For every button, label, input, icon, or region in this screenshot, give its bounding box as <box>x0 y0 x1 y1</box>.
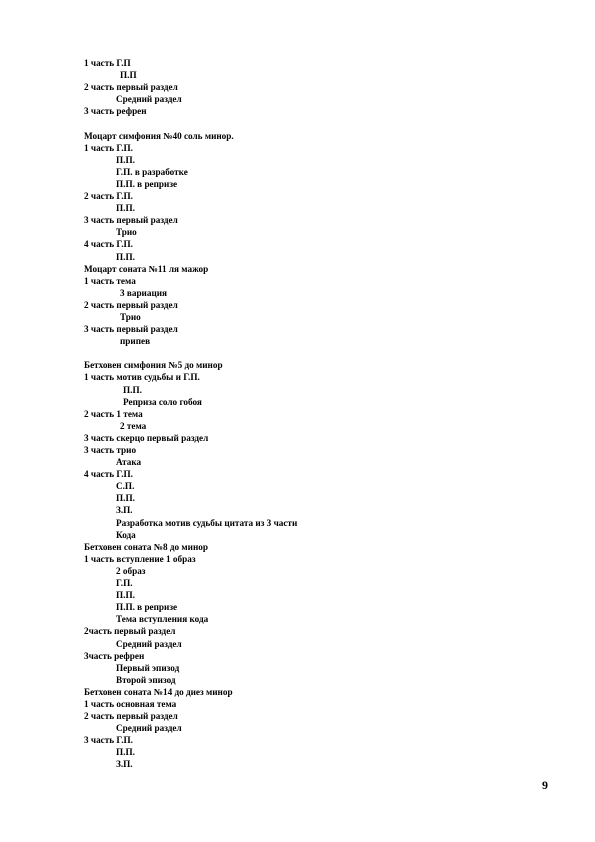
text-line: П.П. <box>123 384 142 395</box>
text-line: 1 часть Г.П. <box>84 142 133 153</box>
text-line: 3 часть первый раздел <box>84 215 178 226</box>
text-line: 3часть рефрен <box>84 650 145 661</box>
text-line: П.П. <box>116 251 135 262</box>
text-line: 1 часть мотив судьбы и Г.П. <box>84 372 200 383</box>
text-line: Трио <box>116 227 137 238</box>
text-line: 3 часть скерцо первый раздел <box>84 432 209 443</box>
text-line: 2 часть первый раздел <box>84 299 178 310</box>
text-line: Г.П. <box>116 578 133 589</box>
text-line: 2 часть первый раздел <box>84 82 178 93</box>
text-line: Кода <box>116 529 136 540</box>
text-line: 2 часть Г.П. <box>84 191 133 202</box>
text-line: 1 часть вступление 1 образ <box>84 553 196 564</box>
section-heading: Бетховен соната №8 до минор <box>84 541 208 552</box>
text-line: П.П. <box>116 154 135 165</box>
text-line: Средний раздел <box>116 638 182 649</box>
section-heading: Моцарт симфония №40 соль минор. <box>84 130 234 141</box>
text-line: 2часть первый раздел <box>84 626 176 637</box>
text-line: П.П. в репризе <box>116 602 178 613</box>
text-line: П.П. <box>116 493 135 504</box>
text-line: Средний раздел <box>116 723 182 734</box>
text-line: П.П. <box>116 747 135 758</box>
text-line: С.П. <box>116 481 135 492</box>
text-line: П.П. <box>116 590 135 601</box>
text-line: Второй эпизод <box>116 674 176 685</box>
text-line: 1 часть основная тема <box>84 698 177 709</box>
text-line: Разработка мотив судьбы цитата из 3 части <box>116 517 298 528</box>
section-heading: Моцарт соната №11 ля мажор <box>84 263 209 274</box>
text-line: 2 часть 1 тема <box>84 408 143 419</box>
page-number: 9 <box>542 778 548 792</box>
text-line: З.П. <box>116 759 133 770</box>
text-line: З.П. <box>116 505 133 516</box>
text-line: 4 часть Г.П. <box>84 239 133 250</box>
text-line: 2 тема <box>120 420 147 431</box>
text-line: 2 образ <box>116 565 146 576</box>
text-line: 3 часть Г.П. <box>84 735 133 746</box>
text-line: 3 часть трио <box>84 445 137 455</box>
text-line: 3 часть первый раздел <box>84 324 178 335</box>
text-line: 1 часть тема <box>84 275 136 286</box>
text-line: Тема вступления кода <box>116 614 209 625</box>
text-line: П.П. в репризе <box>116 178 178 189</box>
text-line: припев <box>120 336 151 347</box>
text-line: Трио <box>120 311 141 322</box>
blank-line <box>84 117 524 129</box>
text-line: Средний раздел <box>116 94 182 105</box>
text-line: П.П. <box>116 203 135 214</box>
text-line: 3 вариация <box>120 287 168 298</box>
document-text <box>84 57 524 771</box>
text-line: Атака <box>116 457 142 468</box>
text-line: 2 часть первый раздел <box>84 711 178 722</box>
blank-line <box>84 347 524 359</box>
text-line: П.П <box>120 70 137 81</box>
text-line: Г.П. в разработке <box>116 166 188 177</box>
text-line: Первый эпизод <box>116 662 180 673</box>
text-line: 4 часть Г.П. <box>84 469 133 480</box>
text-line: Реприза соло гобоя <box>123 396 202 407</box>
section-heading: Бетховен соната №14 до диез минор <box>84 686 233 697</box>
text-line: 1 часть Г.П <box>84 58 131 68</box>
text-line: 3 часть рефрен <box>84 106 147 117</box>
section-heading: Бетховен симфония №5 до минор <box>84 360 223 371</box>
